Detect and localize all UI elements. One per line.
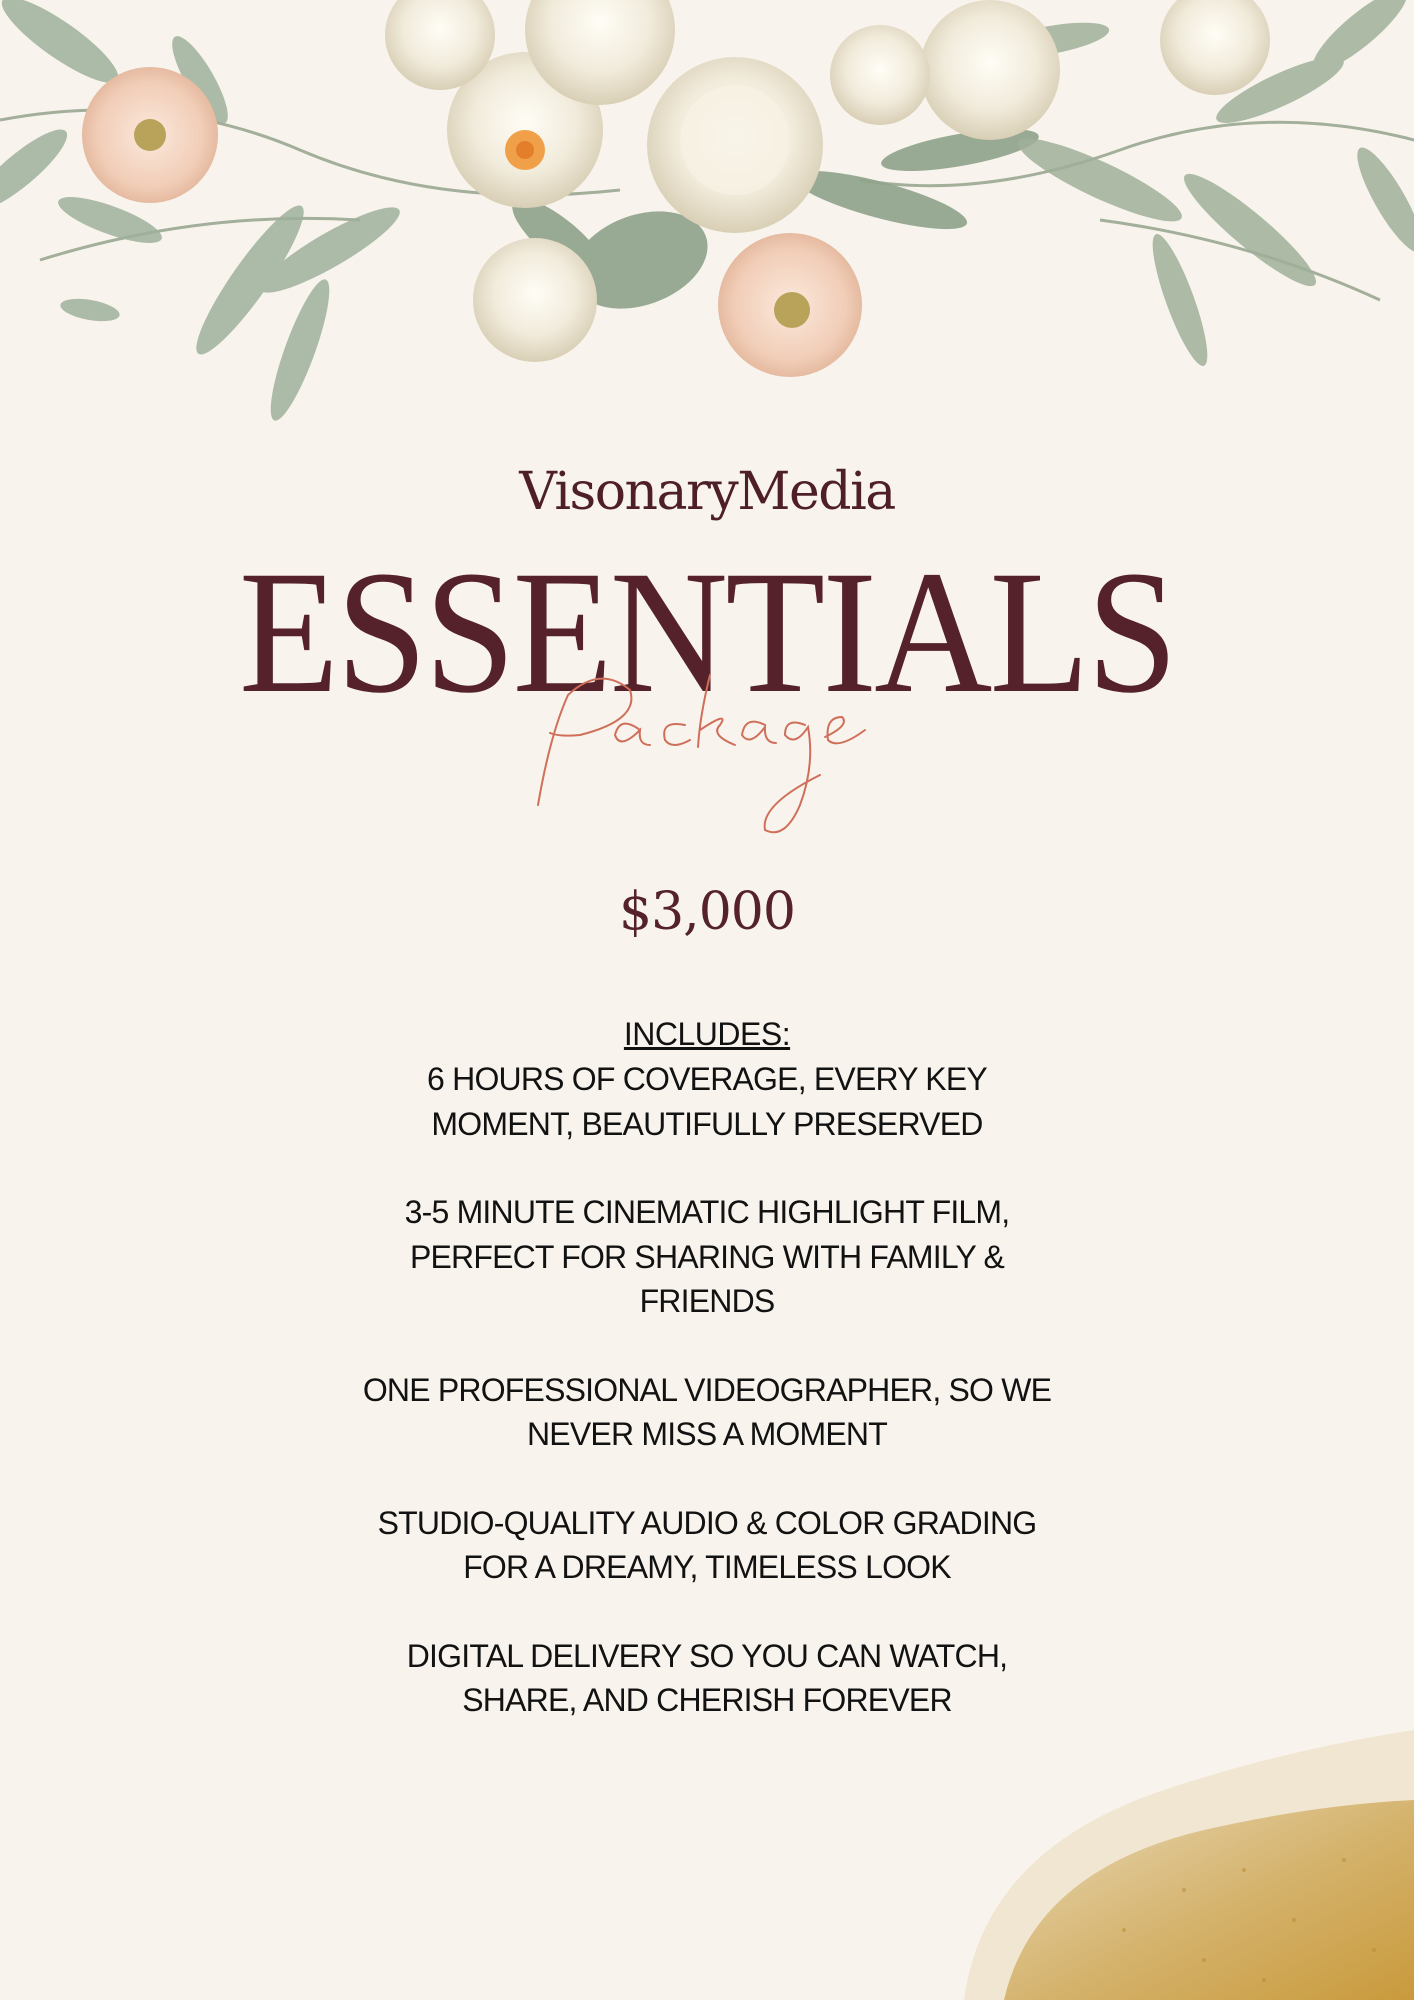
feature-list (357, 1057, 1057, 1767)
package-title: ESSENTIALS (238, 535, 1176, 730)
brand-name: VisonaryMedia (519, 462, 895, 522)
floral-garland-illustration (0, 0, 1414, 440)
feature-item: ONE PROFESSIONAL VIDEOGRAPHER, SO WE NEVER MISS A MOMENT (362, 1371, 1052, 1452)
feature-item: DIGITAL DELIVERY SO YOU CAN WATCH, SHARE, AND CHERISH FOREVER (406, 1637, 1008, 1718)
feature-item: 3-5 MINUTE CINEMATIC HIGHLIGHT FILM, PERFECT FOR SHARING WITH FAMILY & FRIENDS (404, 1194, 1010, 1319)
feature-item: 6 HOURS OF COVERAGE, EVERY KEY MOMENT, BEAUTIFULLY PRESERVED (427, 1061, 987, 1142)
feature-item: STUDIO-QUALITY AUDIO & COLOR GRADING FOR A DREAMY, TIMELESS LOOK (377, 1504, 1037, 1585)
package-script-subtitle (520, 655, 880, 845)
package-heading (0, 535, 1414, 845)
package-price: $3,000 (619, 882, 795, 942)
gold-glitter-brush-stroke (944, 1730, 1414, 2000)
includes-heading: INCLUDES: (623, 1016, 791, 1052)
